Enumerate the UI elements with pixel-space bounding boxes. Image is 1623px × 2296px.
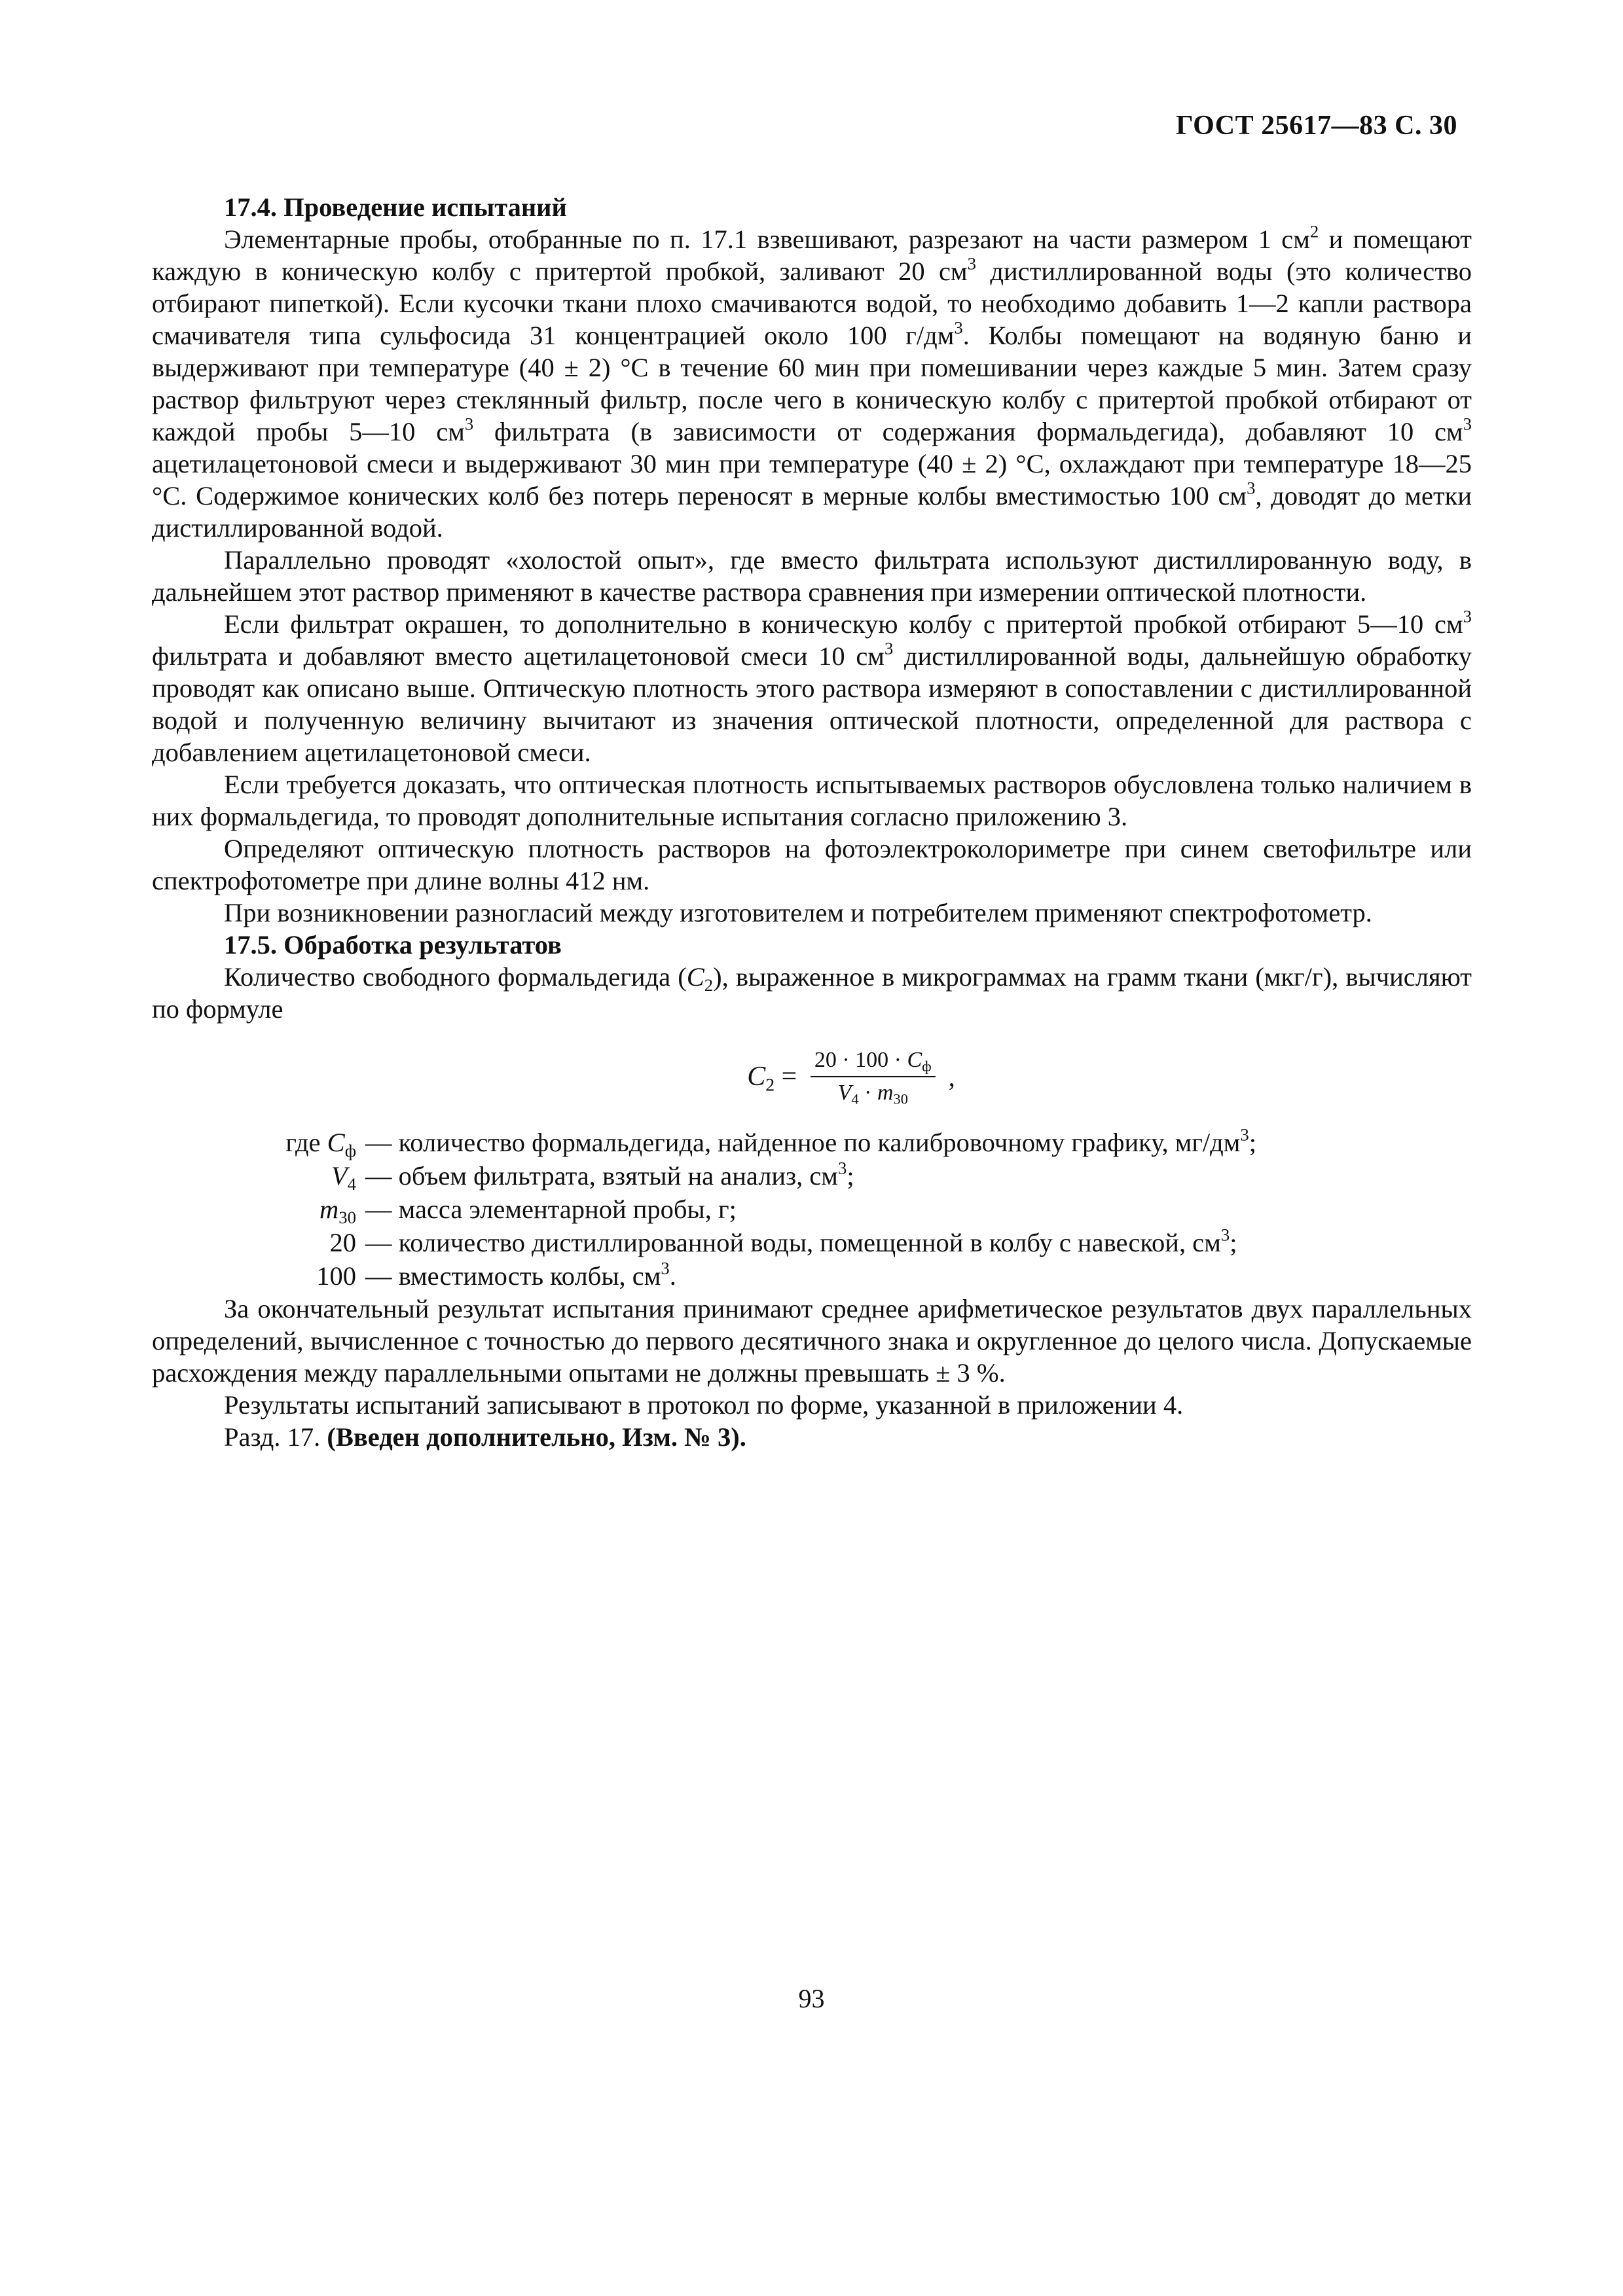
superscript: 3 bbox=[967, 253, 976, 274]
paragraph-protocol: Результаты испытаний записывают в протокол по форме, указанной в приложении 4. bbox=[224, 1390, 1184, 1420]
definition-text bbox=[365, 1259, 1472, 1293]
definition-item bbox=[152, 1159, 1472, 1193]
definition-text bbox=[365, 1193, 1472, 1226]
text-run: ; bbox=[1249, 1128, 1257, 1157]
text-run: Если фильтрат окрашен, то дополнительно в коническую колбу с притертой пробкой отбирают 5—10 см bbox=[224, 609, 1463, 639]
definition-text bbox=[365, 1159, 1472, 1193]
superscript: 3 bbox=[1463, 414, 1472, 434]
page-body bbox=[152, 191, 1472, 1453]
text-run: где bbox=[285, 1128, 327, 1157]
superscript: 3 bbox=[464, 414, 474, 434]
variable: C bbox=[907, 1048, 922, 1072]
amendment-bold-text: (Введен дополнительно, Изм. № 3). bbox=[327, 1422, 746, 1452]
variable: C bbox=[747, 1061, 766, 1092]
text-run: — объем фильтрата, взятый на анализ, см bbox=[365, 1161, 838, 1191]
text-run: — масса элементарной пробы, г; bbox=[365, 1194, 737, 1224]
text-run: фильтрата и добавляют вместо ацетилацетоновой смеси 10 см bbox=[152, 641, 884, 671]
definition-item bbox=[152, 1226, 1472, 1259]
subscript: 2 bbox=[765, 1073, 775, 1094]
subscript: 30 bbox=[338, 1208, 356, 1228]
paragraph-final-result: За окончательный результат испытания принимают среднее арифметическое результатов двух параллельных определений, вычисленное с точностью до первого десятичного знака и округленное до целого числа. Допускаемые расхождения между параллельными опытами не должны превышать ± 3 %. bbox=[152, 1294, 1472, 1388]
section-heading-17-5 bbox=[152, 929, 1472, 961]
section-heading-text: 17.5. Обработка результатов bbox=[224, 930, 562, 960]
variable: C bbox=[686, 962, 704, 992]
text-run: и помещают каждую в коническую колбу с притертой пробкой, заливают 20 см bbox=[152, 224, 1472, 286]
text-run: дистиллированной воды, дальнейшую обработку проводят как описано выше. Оптическую плотность этого раствора измеряют в сопоставлении с дистиллированной водой и полученную величину вычитают из значения оптической плотности, определенной для раствора с добавлением ацетилацетоновой смеси. bbox=[152, 641, 1472, 767]
text-run: ), выраженное в микрограммах на грамм ткани (мкг/г), вычисляют по формуле bbox=[152, 962, 1472, 1024]
superscript: 3 bbox=[1463, 606, 1472, 626]
paragraph-amendment-note bbox=[152, 1421, 1472, 1453]
definition-text bbox=[365, 1226, 1472, 1259]
text-run: . Колбы помещают на водяную баню и выдерживают при температуре (40 ± 2) °С в течение 60 мин при помешивании через каждые 5 мин. Затем сразу раствор фильтруют через стеклянный фильтр, после чего в коническую колбу с притертой пробкой отбирают от каждой пробы 5—10 см bbox=[152, 321, 1472, 446]
definition-text bbox=[365, 1126, 1472, 1159]
variable: m bbox=[877, 1081, 894, 1105]
formula-definitions bbox=[152, 1126, 1472, 1293]
subscript: 4 bbox=[347, 1174, 356, 1194]
subscript: ф bbox=[344, 1141, 356, 1161]
paragraph-colored-filtrate bbox=[152, 608, 1472, 768]
superscript: 3 bbox=[1247, 478, 1256, 498]
superscript: 3 bbox=[1240, 1124, 1249, 1145]
text-run: ; bbox=[1230, 1228, 1237, 1257]
paragraph-disagreements: При возникновении разногласий между изготовителем и потребителем применяют спектрофотометр. bbox=[224, 898, 1372, 927]
text-run: — вместимость колбы, см bbox=[365, 1261, 661, 1291]
section-heading-17-4 bbox=[152, 191, 1472, 223]
paragraph-testing-procedure bbox=[152, 223, 1472, 544]
text-run: Элементарные пробы, отобранные по п. 17.1 взвешивают, разрезают на части размером 1 см bbox=[224, 224, 1310, 254]
subscript: 4 bbox=[851, 1090, 859, 1107]
text-run: Разд. 17. bbox=[224, 1422, 327, 1452]
subscript: 30 bbox=[893, 1090, 908, 1107]
definition-item bbox=[152, 1259, 1472, 1293]
section-heading-text: 17.4. Проведение испытаний bbox=[224, 192, 567, 222]
equals-sign: = bbox=[775, 1061, 804, 1092]
fraction-numerator bbox=[811, 1047, 936, 1077]
formula-fraction bbox=[811, 1047, 936, 1106]
page-number: 93 bbox=[798, 1984, 825, 2013]
variable: C bbox=[327, 1128, 345, 1157]
formula-trailing-comma: , bbox=[941, 1062, 955, 1092]
text-run: ; bbox=[847, 1161, 854, 1191]
paragraph-additional-tests: Если требуется доказать, что оптическая плотность испытываемых растворов обусловлена только наличием в них формальдегида, то проводят дополнительные испытания согласно приложению 3. bbox=[152, 770, 1472, 831]
definition-symbol bbox=[152, 1126, 365, 1159]
variable: V bbox=[837, 1081, 852, 1105]
text-run: . bbox=[669, 1261, 676, 1291]
paragraph-blank-test: Параллельно проводят «холостой опыт», где вместо фильтрата используют дистиллированную воду, в дальнейшем этот раствор применяют в качестве раствора сравнения при измерении оптической плотности. bbox=[152, 545, 1472, 607]
document-header: ГОСТ 25617—83 С. 30 bbox=[1175, 111, 1457, 141]
subscript: ф bbox=[922, 1058, 932, 1075]
superscript: 3 bbox=[884, 638, 894, 658]
variable: m bbox=[319, 1194, 339, 1224]
paragraph-optical-density: Определяют оптическую плотность растворов на фотоэлектроколориметре при синем светофильтре или спектрофотометре при длине волны 412 нм. bbox=[152, 834, 1472, 895]
definition-symbol: 20 bbox=[329, 1228, 356, 1257]
definition-item bbox=[152, 1193, 1472, 1226]
definition-symbol: 100 bbox=[316, 1261, 356, 1291]
text-run: фильтрата (в зависимости от содержания формальдегида), добавляют 10 см bbox=[473, 417, 1463, 446]
superscript: 3 bbox=[661, 1258, 670, 1278]
text-run: — количество дистиллированной воды, помещенной в колбу с навеской, см bbox=[365, 1228, 1221, 1257]
variable: V bbox=[331, 1161, 348, 1191]
superscript: 3 bbox=[837, 1158, 847, 1178]
superscript: 3 bbox=[1220, 1225, 1230, 1245]
superscript: 2 bbox=[1309, 221, 1319, 242]
text-run: — количество формальдегида, найденное по калибровочному графику, мг/дм bbox=[365, 1128, 1241, 1157]
text-run: · bbox=[858, 1081, 877, 1105]
definition-symbol bbox=[152, 1159, 365, 1193]
formula bbox=[152, 1047, 1472, 1106]
subscript: 2 bbox=[704, 975, 714, 996]
text-run: ацетилацетоновой смеси и выдерживают 30 мин при температуре (40 ± 2) °С, охлаждают при температуре 18—25 °С. Содержимое конических колб без потерь переносят в мерные колбы вместимостью 100 см bbox=[152, 449, 1472, 511]
text-run: дистиллированной воды (это количество отбирают пипеткой). Если кусочки ткани плохо смачиваются водой, то необходимо добавить 1—2 капли раствора смачивателя типа сульфосида 31 концентрацией около 100 г/дм bbox=[152, 257, 1472, 350]
text-run: , доводят до метки дистиллированной водой. bbox=[152, 481, 1472, 543]
definition-item bbox=[152, 1126, 1472, 1159]
text-run: 20 · 100 · bbox=[814, 1048, 907, 1072]
superscript: 3 bbox=[954, 317, 963, 338]
definition-symbol bbox=[152, 1193, 365, 1226]
text-run: Количество свободного формальдегида ( bbox=[224, 962, 687, 992]
fraction-denominator bbox=[834, 1077, 912, 1106]
formula-lhs bbox=[747, 1061, 775, 1093]
paragraph-formula-intro bbox=[152, 961, 1472, 1025]
